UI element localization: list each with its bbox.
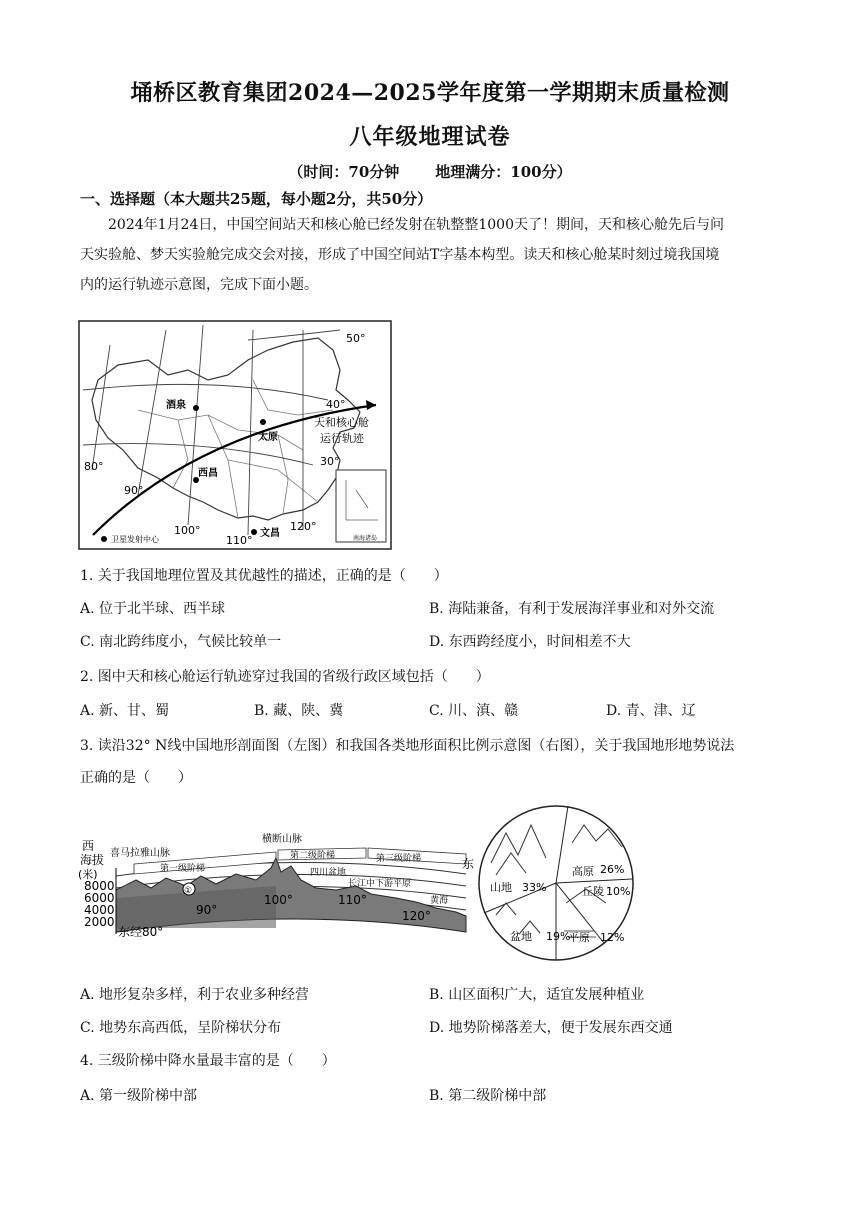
terrain-area-pie-figure xyxy=(476,803,636,963)
pie-basin: 盆地 xyxy=(510,930,532,943)
q1-option-d[interactable]: D. 东西跨经度小，时间相差不大 xyxy=(429,634,631,650)
exam-score: 地理满分：100分） xyxy=(435,163,572,181)
map-lon-120: 120° xyxy=(290,520,317,533)
q1-option-c[interactable]: C. 南北跨纬度小，气候比较单一 xyxy=(80,634,282,650)
q4-option-b[interactable]: B. 第二级阶梯中部 xyxy=(429,1088,547,1104)
q4-stem: 4. 三级阶梯中降水量最丰富的是（ ） xyxy=(80,1053,336,1069)
profile-hengduan: 横断山脉 xyxy=(262,834,302,845)
profile-y-4000: 4000 xyxy=(84,903,115,917)
q2-option-d[interactable]: D. 青、津、辽 xyxy=(606,703,696,719)
profile-huanghai: 黄海 xyxy=(430,896,449,906)
q2-option-c[interactable]: C. 川、滇、赣 xyxy=(429,703,519,719)
pie-mountain: 山地 xyxy=(490,881,512,894)
terrain-profile-figure xyxy=(76,828,476,940)
profile-lon-100: 100° xyxy=(264,893,293,907)
pie-plain: 平原 xyxy=(568,931,590,944)
map-lon-100: 100° xyxy=(174,524,201,537)
profile-himalaya: 喜马拉雅山脉 xyxy=(110,848,170,859)
profile-ylabel-west: 西 xyxy=(82,839,95,853)
q1-option-b[interactable]: B. 海陆兼备，有利于发展海洋事业和对外交流 xyxy=(429,601,715,617)
section-heading: 一、选择题（本大题共25题，每小题2分，共50分） xyxy=(80,190,433,208)
exam-title: 埇桥区教育集团2024—2025学年度第一学期期末质量检测 xyxy=(130,80,730,106)
pie-plateau: 高原 xyxy=(572,865,594,878)
map-orbit-label-1: 天和核心舱 xyxy=(314,416,369,429)
intro-paragraph xyxy=(80,210,780,300)
pie-hill-pct: 10% xyxy=(606,885,631,898)
q1-stem: 1. 关于我国地理位置及其优越性的描述，正确的是（ ） xyxy=(80,568,448,584)
map-taiyuan: 太原 xyxy=(258,432,278,443)
map-lon-90: 90° xyxy=(124,484,144,497)
orbit-map-figure xyxy=(78,320,392,550)
q2-option-b[interactable]: B. 藏、陕、冀 xyxy=(254,703,344,719)
profile-lon-90: 90° xyxy=(196,903,218,917)
profile-step-2: 第二级阶梯 xyxy=(290,851,336,861)
q2-option-a[interactable]: A. 新、甘、蜀 xyxy=(80,703,170,719)
q4-option-a[interactable]: A. 第一级阶梯中部 xyxy=(80,1088,198,1104)
exam-time: （时间：70分钟 xyxy=(288,163,400,181)
profile-ylabel-unit: (米) xyxy=(78,868,98,881)
q1-option-a[interactable]: A. 位于北半球、西半球 xyxy=(80,601,226,617)
q3-option-c[interactable]: C. 地势东高西低，呈阶梯状分布 xyxy=(80,1020,282,1036)
profile-lon-110: 110° xyxy=(338,893,367,907)
profile-lon-120: 120° xyxy=(402,909,431,923)
pie-hill: 丘陵 xyxy=(582,885,604,898)
q3-option-d[interactable]: D. 地势阶梯落差大，便于发展东西交通 xyxy=(429,1020,673,1036)
pie-basin-pct: 19% xyxy=(546,930,571,943)
map-lon-110: 110° xyxy=(226,534,253,547)
map-lat-50: 50° xyxy=(346,332,366,345)
q3-stem-line-1: 3. 读沿32° N线中国地形剖面图（左图）和我国各类地形面积比例示意图（右图），关于我国地形地势说法 xyxy=(80,738,735,754)
profile-lon-start: 东经80° xyxy=(118,925,164,939)
profile-y-8000: 8000 xyxy=(84,879,115,893)
q3-option-a[interactable]: A. 地形复杂多样，利于农业多种经营 xyxy=(80,987,310,1003)
intro-line-3: 内的运行轨迹示意图，完成下面小题。 xyxy=(80,277,318,293)
map-orbit-label-2: 运行轨迹 xyxy=(320,432,364,445)
pie-mountain-pct: 33% xyxy=(522,881,547,894)
q3-stem-line-2: 正确的是（ ） xyxy=(80,770,192,786)
exam-meta xyxy=(0,161,860,182)
map-lon-80: 80° xyxy=(84,460,104,473)
profile-step-3: 第三级阶梯 xyxy=(376,854,422,864)
pie-plain-pct: 12% xyxy=(600,931,625,944)
profile-east: 东 xyxy=(462,857,475,871)
profile-y-2000: 2000 xyxy=(84,915,115,929)
map-xichang: 西昌 xyxy=(198,468,218,479)
map-lat-40: 40° xyxy=(326,398,346,411)
profile-marker: ① xyxy=(184,886,193,896)
exam-subtitle: 八年级地理试卷 xyxy=(349,124,511,150)
profile-sichuan: 四川盆地 xyxy=(310,868,347,878)
intro-line-2: 天实验舱、梦天实验舱完成交会对接，形成了中国空间站T字基本构型。读天和核心舱某时刻过境我国境 xyxy=(80,247,720,263)
q3-option-b[interactable]: B. 山区面积广大，适宜发展种植业 xyxy=(429,987,645,1003)
profile-step-1: 第一级阶梯 xyxy=(160,864,206,874)
map-lat-30: 30° xyxy=(320,455,340,468)
profile-changjiang: 长江中下游平原 xyxy=(348,879,412,889)
intro-line-1: 2024年1月24日，中国空间站天和核心舱已经发射在轨整整1000天了！期间，天和核心舱先后与问 xyxy=(108,217,724,233)
map-wenchang: 文昌 xyxy=(260,528,280,539)
profile-ylabel-elevation: 海拔 xyxy=(80,853,105,867)
q2-stem: 2. 图中天和核心舱运行轨迹穿过我国的省级行政区域包括（ ） xyxy=(80,669,490,685)
pie-plateau-pct: 26% xyxy=(600,863,625,876)
map-jiuquan: 酒泉 xyxy=(166,400,186,411)
map-inset-label: 南海诸岛 xyxy=(353,535,378,542)
map-legend: 卫星发射中心 xyxy=(111,535,159,544)
profile-y-6000: 6000 xyxy=(84,891,115,905)
